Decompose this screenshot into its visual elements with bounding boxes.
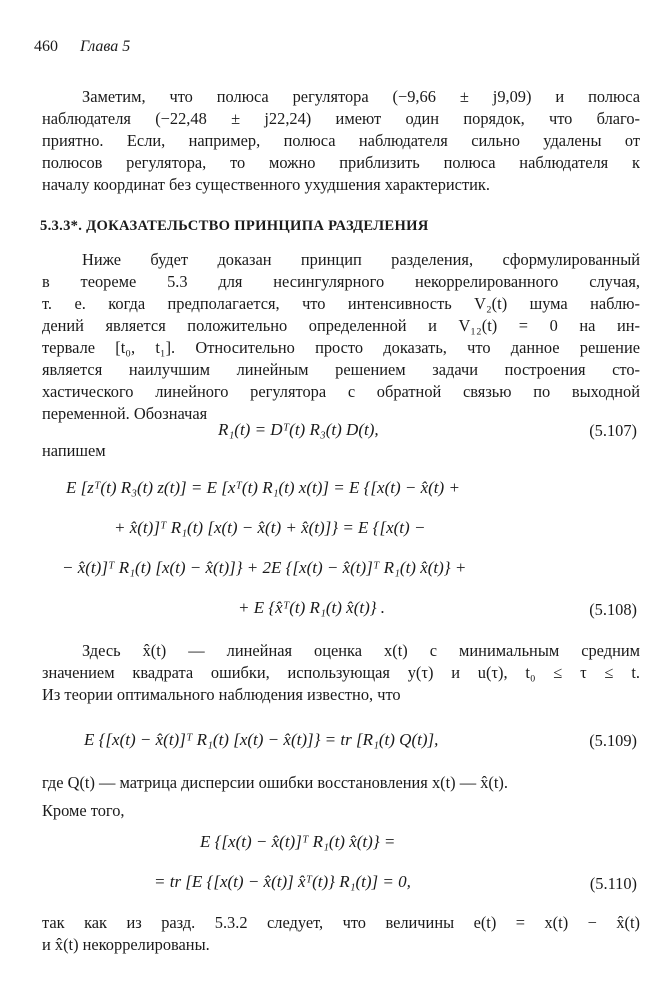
page-number: 460	[34, 38, 58, 55]
word-napishem	[42, 440, 242, 462]
text-line: дений является положительно определенной и V₁₂(t) = 0 на ин-	[42, 316, 640, 335]
text-line: приятно. Если, например, полюса наблюдателя сильно удалены от	[42, 131, 640, 150]
text-line: Ниже будет доказан принцип разделения, сформулированный	[82, 250, 640, 269]
text-line: Из теории оптимального наблюдения известно, что	[42, 685, 401, 704]
text-line: тервале [t₀, t₁]. Относительно просто доказать, что данное решение	[42, 338, 640, 357]
paragraph-poles	[42, 86, 640, 196]
section-heading: 5.3.3*. ДОКАЗАТЕЛЬСТВО ПРИНЦИПА РАЗДЕЛЕНИЯ	[40, 218, 429, 234]
text-line: Кроме того,	[42, 801, 125, 820]
text-line: переменной. Обозначая	[42, 404, 208, 423]
equation-number-5-107: (5.107)	[589, 421, 637, 440]
equation-5-109: E {[x(t) − x̂(t)]ᵀ R₁(t) [x(t) − x̂(t)]} = tr [R₁(t) Q(t)],	[84, 730, 439, 749]
text-line: где Q(t) — матрица дисперсии ошибки восстановления x(t) — x̂(t).	[42, 773, 508, 792]
text-line: Заметим, что полюса регулятора (−9,66 ± j9,09) и полюса	[82, 87, 640, 106]
text-line: значением квадрата ошибки, использующая y(τ) и u(τ), t₀ ≤ τ ≤ t.	[42, 663, 640, 682]
equation-5-108-line-1: E [zᵀ(t) R₃(t) z(t)] = E [xᵀ(t) R₁(t) x(t)] = E {[x(t) − x̂(t) +	[66, 478, 460, 497]
paragraph-uncorrelated	[42, 912, 640, 956]
paragraph-separation-principle	[42, 249, 640, 425]
equation-5-108-line-3: − x̂(t)]ᵀ R₁(t) [x(t) − x̂(t)]} + 2E {[x(t) − x̂(t)]ᵀ R₁(t) x̂(t)} +	[62, 558, 467, 577]
equation-5-107: R₁(t) = Dᵀ(t) R₃(t) D(t),	[218, 420, 379, 439]
paragraph-estimate	[42, 640, 640, 706]
equation-5-108-line-4: + E {x̂ᵀ(t) R₁(t) x̂(t)} .	[238, 598, 386, 617]
text-line: т. е. когда предполагается, что интенсивность V₂(t) шума наблю-	[42, 294, 640, 313]
equation-5-110-line-2: = tr [E {[x(t) − x̂(t)] x̂ᵀ(t)} R₁(t)] = 0,	[154, 872, 411, 891]
paragraph-q-definition	[42, 772, 640, 794]
chapter-title: Глава 5	[80, 38, 131, 55]
paragraph-besides	[42, 800, 640, 822]
text-line: наблюдателя (−22,48 ± j22,24) имеют один порядок, что благо-	[42, 109, 640, 128]
text-line: так как из разд. 5.3.2 следует, что величины e(t) = x(t) − x̂(t)	[42, 913, 640, 932]
page-header	[34, 38, 130, 56]
text-line: в теореме 5.3 для несингулярного некоррелированного случая,	[42, 272, 640, 291]
equation-number-5-108: (5.108)	[589, 600, 637, 619]
equation-number-5-109: (5.109)	[589, 731, 637, 750]
text-line: является наилучшим линейным решением задачи построения сто-	[42, 360, 640, 379]
equation-5-110-line-1: E {[x(t) − x̂(t)]ᵀ R₁(t) x̂(t)} =	[200, 832, 396, 851]
text-line: и x̂(t) некоррелированы.	[42, 935, 210, 954]
equation-number-5-110: (5.110)	[589, 874, 637, 893]
equation-5-108-line-2: + x̂(t)]ᵀ R₁(t) [x(t) − x̂(t) + x̂(t)]} = E {[x(t) −	[114, 518, 426, 537]
text-line: напишем	[42, 441, 106, 460]
text-line: Здесь x̂(t) — линейная оценка x(t) с минимальным средним	[82, 641, 640, 660]
text-line: полюсов регулятора, то можно приблизить полюса наблюдателя к	[42, 153, 640, 172]
text-line: началу координат без существенного ухудшения характеристик.	[42, 175, 490, 194]
text-line: хастического линейного регулятора с обратной связью по выходной	[42, 382, 640, 401]
